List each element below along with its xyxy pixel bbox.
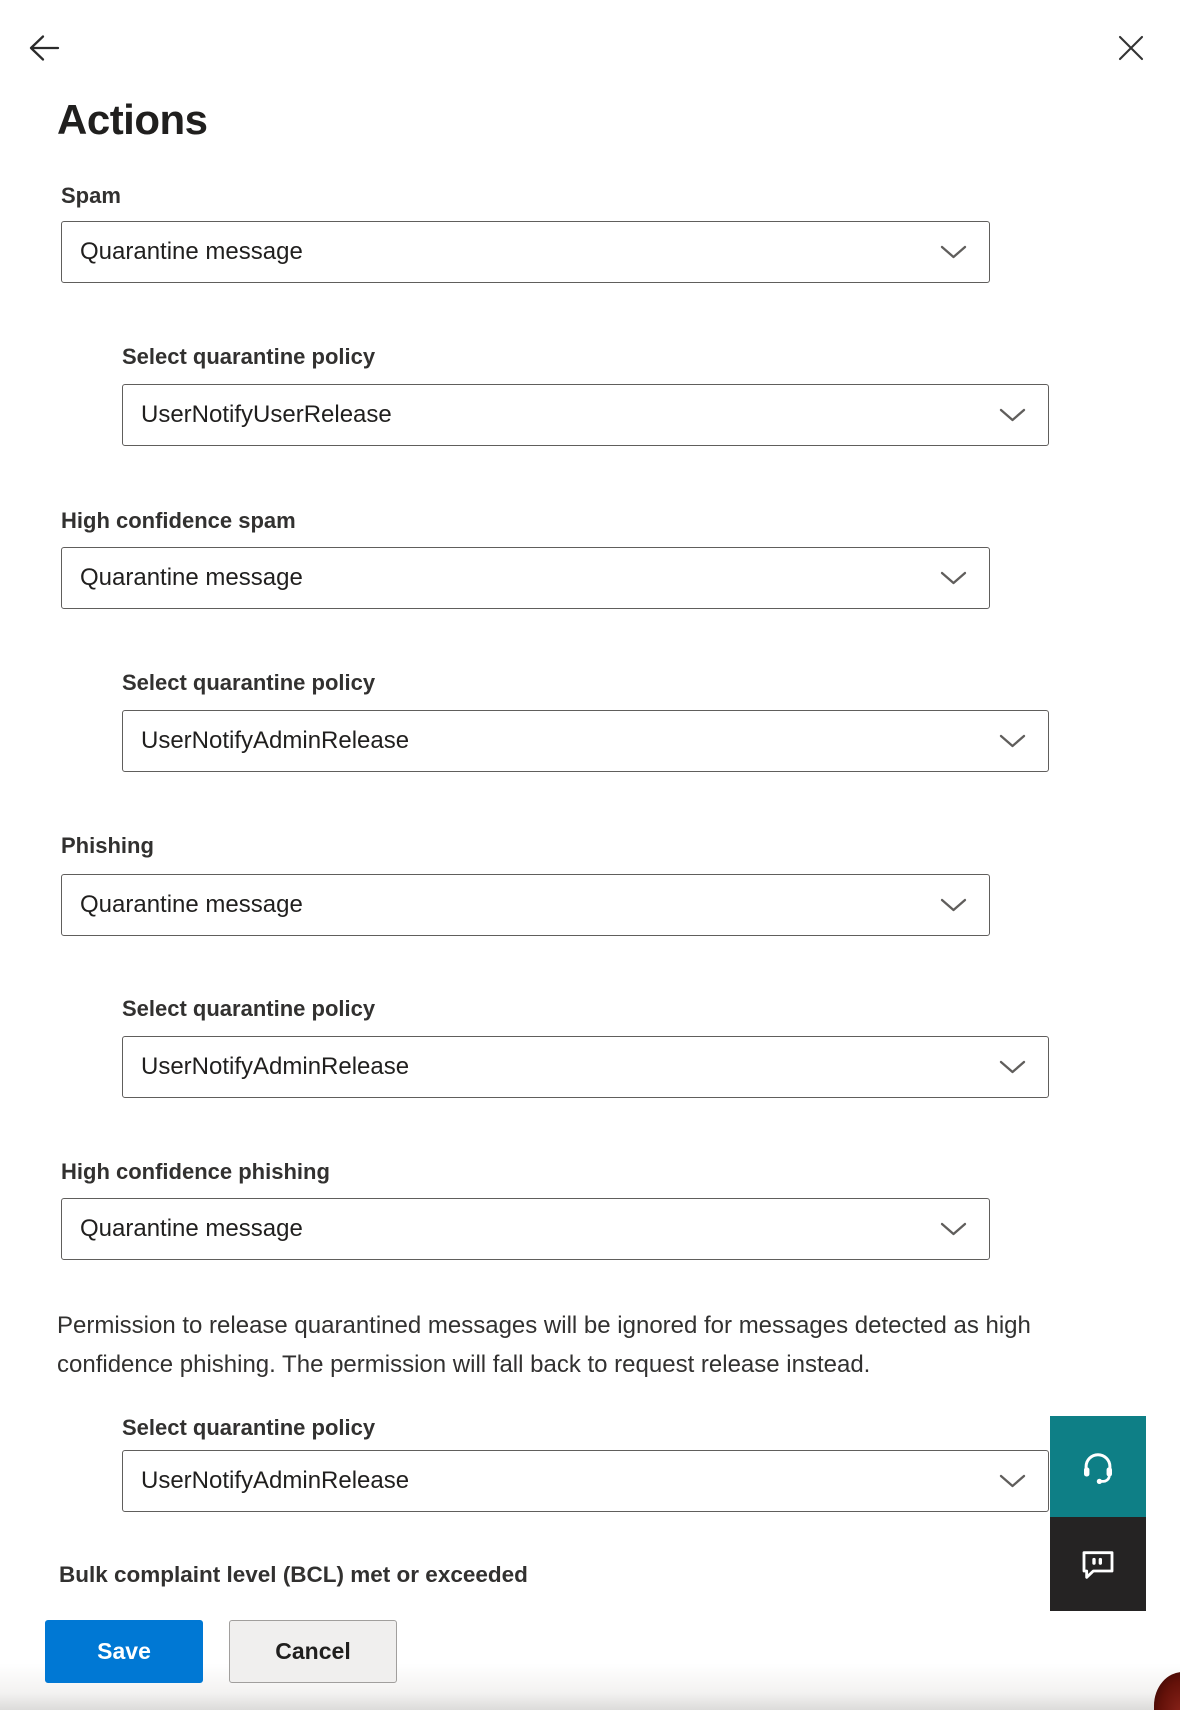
spam-label: Spam [61,183,121,208]
chat-bubble-icon [1078,1544,1118,1584]
dropdown-value: Quarantine message [80,238,303,265]
phishing-label: Phishing [61,833,154,858]
hcs-quarantine-policy-dropdown[interactable] [122,710,1049,772]
spam-quarantine-policy-dropdown[interactable] [122,384,1049,446]
footer-bar [0,1588,1180,1710]
help-support-button[interactable] [1050,1416,1146,1517]
chevron-down-icon [940,898,967,913]
chevron-down-icon [940,1222,967,1237]
hcp-permission-note: Permission to release quarantined messages will be ignored for messages detected as high confidence phishing. The permission will fall back to request release instead. [57,1312,1031,1378]
arrow-left-icon [27,33,61,63]
high-confidence-spam-label: High confidence spam [61,508,296,533]
feedback-button[interactable] [1050,1517,1146,1611]
dropdown-value: UserNotifyAdminRelease [141,727,410,754]
dropdown-value: Quarantine message [80,1215,303,1242]
select-quarantine-policy-label: Select quarantine policy [122,670,376,695]
dropdown-value: UserNotifyAdminRelease [141,1467,410,1494]
dropdown-value: UserNotifyAdminRelease [141,1053,410,1080]
dropdown-value: Quarantine message [80,891,303,918]
dropdown-value: Quarantine message [80,564,303,591]
chevron-down-icon [999,734,1026,749]
headset-icon [1077,1446,1119,1488]
chevron-down-icon [999,1060,1026,1075]
page-title: Actions [57,96,208,143]
hcp-quarantine-policy-dropdown[interactable] [122,1450,1049,1512]
dropdown-value: UserNotifyUserRelease [141,401,392,428]
save-button[interactable]: Save [45,1620,203,1683]
spam-action-dropdown[interactable] [61,221,990,283]
bulk-complaint-level-label: Bulk complaint level (BCL) met or exceeded [59,1562,528,1587]
chevron-down-icon [940,245,967,260]
high-confidence-phishing-action-dropdown[interactable] [61,1198,990,1260]
phishing-quarantine-policy-dropdown[interactable] [122,1036,1049,1098]
back-button[interactable] [27,33,61,63]
close-icon [1117,34,1145,62]
chevron-down-icon [999,1474,1026,1489]
chevron-down-icon [940,571,967,586]
chevron-down-icon [999,408,1026,423]
select-quarantine-policy-label: Select quarantine policy [122,344,376,369]
cancel-button[interactable]: Cancel [229,1620,397,1683]
high-confidence-spam-action-dropdown[interactable] [61,547,990,609]
high-confidence-phishing-label: High confidence phishing [61,1159,330,1184]
select-quarantine-policy-label: Select quarantine policy [122,1415,376,1440]
select-quarantine-policy-label: Select quarantine policy [122,996,376,1021]
phishing-action-dropdown[interactable] [61,874,990,936]
close-button[interactable] [1117,34,1145,62]
